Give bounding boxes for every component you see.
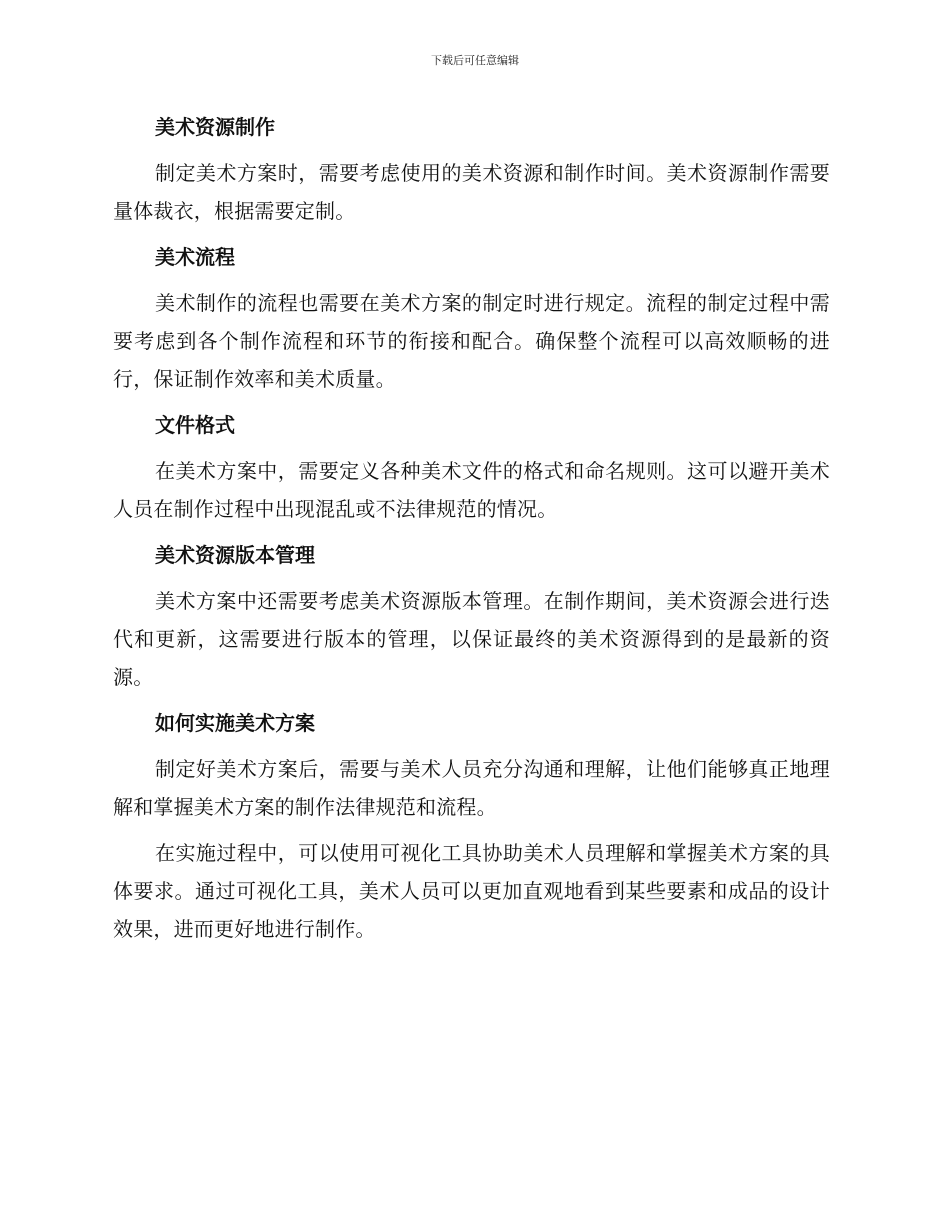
paragraph: 美术方案中还需要考虑美术资源版本管理。在制作期间，美术资源会进行迭代和更新，这需要进行版本的管理，以保证最终的美术资源得到的是最新的资源。 [113, 589, 830, 689]
paragraph: 美术制作的流程也需要在美术方案的制定时进行规定。流程的制定过程中需要考虑到各个制作流程和环节的衔接和配合。确保整个流程可以高效顺畅的进行，保证制作效率和美术质量。 [113, 291, 830, 391]
section-heading: 如何实施美术方案 [155, 711, 315, 735]
section-heading: 美术资源制作 [155, 115, 275, 139]
page-header: 下载后可任意编辑 [431, 54, 519, 67]
section-heading: 美术资源版本管理 [155, 543, 315, 567]
paragraph: 在实施过程中，可以使用可视化工具协助美术人员理解和掌握美术方案的具体要求。通过可视化工具，美术人员可以更加直观地看到某些要素和成品的设计效果，进而更好地进行制作。 [113, 841, 830, 941]
paragraph: 在美术方案中，需要定义各种美术文件的格式和命名规则。这可以避开美术人员在制作过程中出现混乱或不法律规范的情况。 [113, 459, 830, 521]
document-body [113, 108, 830, 956]
section-heading: 美术流程 [155, 245, 235, 269]
paragraph: 制定好美术方案后，需要与美术人员充分沟通和理解，让他们能够真正地理解和掌握美术方案的制作法律规范和流程。 [113, 757, 830, 819]
paragraph: 制定美术方案时，需要考虑使用的美术资源和制作时间。美术资源制作需要量体裁衣，根据需要定制。 [113, 161, 830, 223]
section-heading: 文件格式 [155, 413, 235, 437]
